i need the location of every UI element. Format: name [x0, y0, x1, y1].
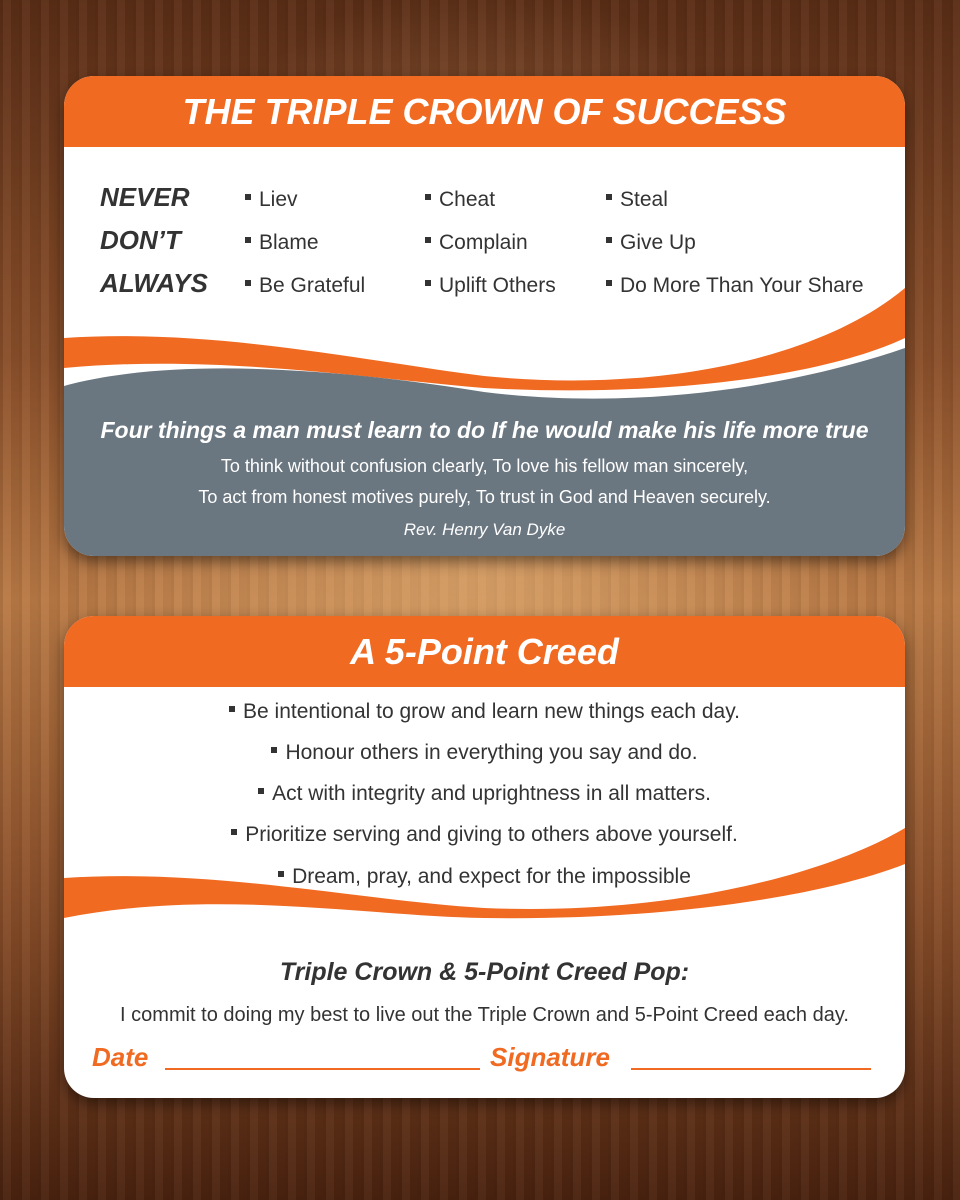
card-title: A 5-Point Creed	[64, 616, 905, 687]
creed-item	[64, 823, 905, 847]
list-item: Liev	[245, 188, 298, 212]
signature-label: Signature	[490, 1042, 610, 1072]
row-label-always: ALWAYS	[100, 268, 208, 298]
list-item: Complain	[425, 231, 528, 255]
list-item: Blame	[245, 231, 319, 255]
date-field[interactable]	[165, 1068, 480, 1070]
creed-item-text: Honour others in everything you say and do.	[271, 741, 697, 764]
card-title: THE TRIPLE CROWN OF SUCCESS	[64, 76, 905, 147]
list-item: Cheat	[425, 188, 495, 212]
list-item: Give Up	[606, 231, 696, 255]
creed-item-text: Be intentional to grow and learn new things each day.	[229, 700, 740, 723]
creed-item	[64, 741, 905, 765]
creed-card	[64, 616, 905, 1098]
creed-item-text: Dream, pray, and expect for the impossible	[278, 865, 691, 888]
creed-item	[64, 782, 905, 806]
row-label-dont: DON’T	[100, 225, 181, 255]
quote-line: To act from honest motives purely, To trust in God and Heaven securely.	[198, 487, 771, 507]
quote-line: To think without confusion clearly, To love his fellow man sincerely,	[220, 456, 749, 476]
row-label-never: NEVER	[100, 182, 190, 212]
date-label: Date	[92, 1042, 149, 1072]
creed-item	[64, 700, 905, 724]
pledge-title: Triple Crown & 5-Point Creed Pop:	[279, 958, 690, 986]
creed-item	[64, 865, 905, 889]
list-item: Steal	[606, 188, 668, 212]
quote-title: Four things a man must learn to do If he would make his life more true	[100, 417, 869, 443]
list-item: Uplift Others	[425, 274, 556, 298]
creed-item-text: Prioritize serving and giving to others above yourself.	[231, 823, 738, 846]
pledge-text: I commit to doing my best to live out the Triple Crown and 5-Point Creed each day.	[120, 1004, 849, 1026]
quote-author: Rev. Henry Van Dyke	[403, 520, 566, 539]
signature-field[interactable]	[631, 1068, 871, 1070]
triple-crown-card	[64, 76, 905, 556]
list-item: Do More Than Your Share	[606, 274, 864, 298]
creed-item-text: Act with integrity and uprightness in all matters.	[258, 782, 711, 805]
list-item: Be Grateful	[245, 274, 365, 298]
wave-decoration	[64, 76, 905, 556]
